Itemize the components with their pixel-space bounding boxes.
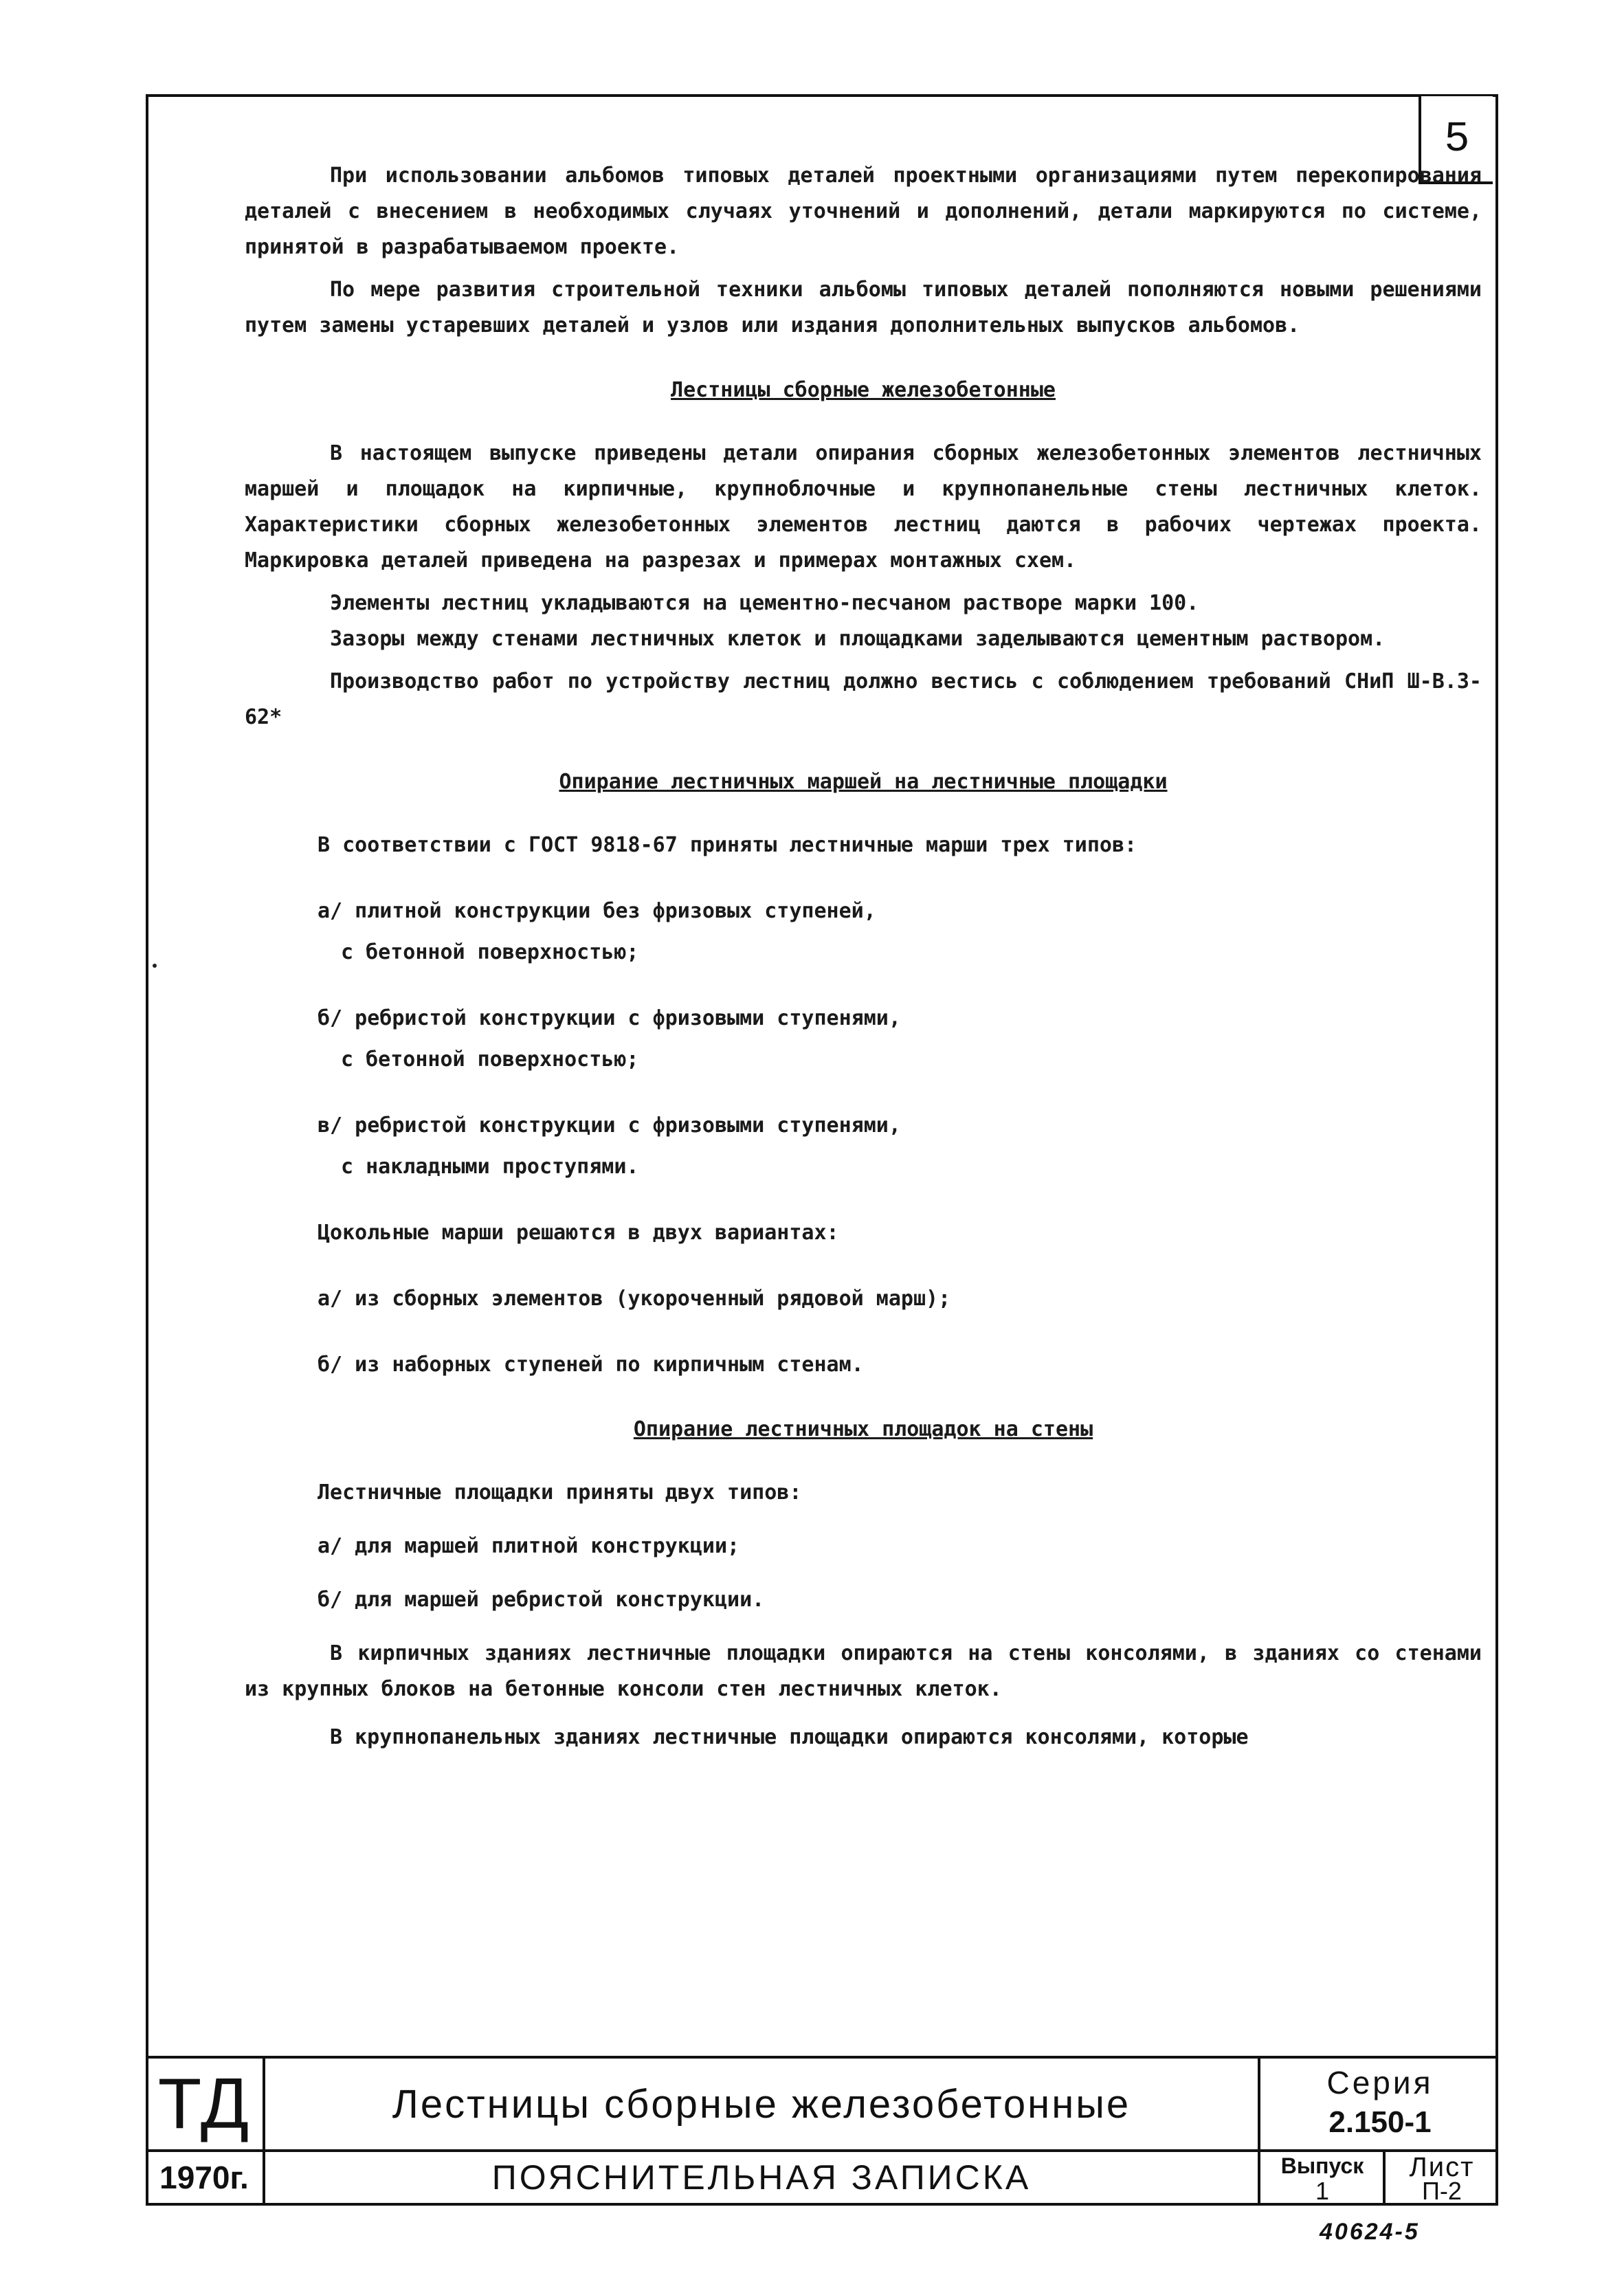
- paragraph: Элементы лестниц укладываются на цементно-песчаном растворе марки 100.: [330, 591, 1199, 615]
- paragraph: Цокольные марши решаются в двух вариантах:: [318, 1221, 839, 1245]
- title-block: [146, 2056, 1498, 2206]
- organization-logo: ТД: [157, 2063, 251, 2144]
- paragraph: Зазоры между стенами лестничных клеток и площадками заделываются цементным раствором.: [330, 627, 1386, 651]
- issue-value: 1: [1315, 2177, 1330, 2205]
- section-heading: Опирание лестничных площадок на стены: [633, 1417, 1093, 1441]
- issue-label: Выпуск: [1280, 2153, 1364, 2178]
- list-item: в/ ребристой конструкции с фризовыми ступенями,: [318, 1113, 901, 1138]
- list-item: а/ для маршей плитной конструкции;: [318, 1534, 740, 1558]
- section-heading: Опирание лестничных маршей на лестничные площадки: [559, 770, 1168, 794]
- list-item: а/ из сборных элементов (укороченный рядовой марш);: [318, 1287, 951, 1311]
- paragraph: При использовании альбомов типовых деталей проектными организациями путем перекопирования деталей с внесением в необходимых случаях уточнений и дополнений, детали маркируются по системе, принятой в разрабатываемом проекте.: [245, 164, 1482, 259]
- paragraph: Производство работ по устройству лестниц должно вестись с соблюдением требований СНиП Ш-В.3-62*: [245, 669, 1482, 729]
- explanatory-note-text: [245, 158, 1482, 1762]
- document-subtitle: ПОЯСНИТЕЛЬНАЯ ЗАПИСКА: [491, 2158, 1032, 2197]
- paragraph: В кирпичных зданиях лестничные площадки опираются на стены консолями, в зданиях со стенами из крупных блоков на бетонные консоли стен лестничных клеток.: [245, 1641, 1482, 1701]
- list-item: б/ ребристой конструкции с фризовыми ступенями,: [318, 1006, 901, 1030]
- document-title: Лестницы сборные железобетонные: [392, 2081, 1131, 2127]
- list-item-continuation: с накладными проступями.: [341, 1155, 639, 1179]
- series-label: Серия: [1326, 2065, 1434, 2100]
- list-item-continuation: с бетонной поверхностью;: [341, 1047, 639, 1072]
- list-item-continuation: с бетонной поверхностью;: [341, 940, 639, 964]
- archive-number: 40624-5: [1320, 2219, 1420, 2245]
- margin-mark: [153, 964, 157, 968]
- paragraph: В настоящем выпуске приведены детали опирания сборных железобетонных элементов лестничных маршей и площадок на кирпичные, крупноблочные и крупнопанельные стены лестничных клеток. Характеристики сборных железобетонных элементов лестниц даются в рабочих чертежах проекта. Маркировка деталей приведена на разрезах и примерах монтажных схем.: [245, 441, 1482, 573]
- sheet-label: Лист: [1409, 2152, 1475, 2182]
- year: 1970г.: [159, 2160, 249, 2195]
- paragraph: Лестничные площадки приняты двух типов:: [318, 1481, 802, 1505]
- section-heading: Лестницы сборные железобетонные: [671, 378, 1056, 402]
- sheet-value: П-2: [1422, 2177, 1462, 2205]
- paragraph: В крупнопанельных зданиях лестничные площадки опираются консолями, которые: [330, 1725, 1249, 1749]
- list-item: а/ плитной конструкции без фризовых ступеней,: [318, 899, 876, 923]
- series-value: 2.150-1: [1328, 2105, 1432, 2139]
- paragraph: По мере развития строительной техники альбомы типовых деталей пополняются новыми решениями путем замены устаревших деталей и узлов или издания дополнительных выпусков альбомов.: [245, 278, 1482, 337]
- list-item: б/ из наборных ступеней по кирпичным стенам.: [318, 1353, 864, 1377]
- page-number: 5: [1419, 96, 1493, 184]
- paragraph: В соответствии с ГОСТ 9818-67 приняты лестничные марши трех типов:: [318, 833, 1137, 857]
- list-item: б/ для маршей ребристой конструкции.: [318, 1588, 765, 1612]
